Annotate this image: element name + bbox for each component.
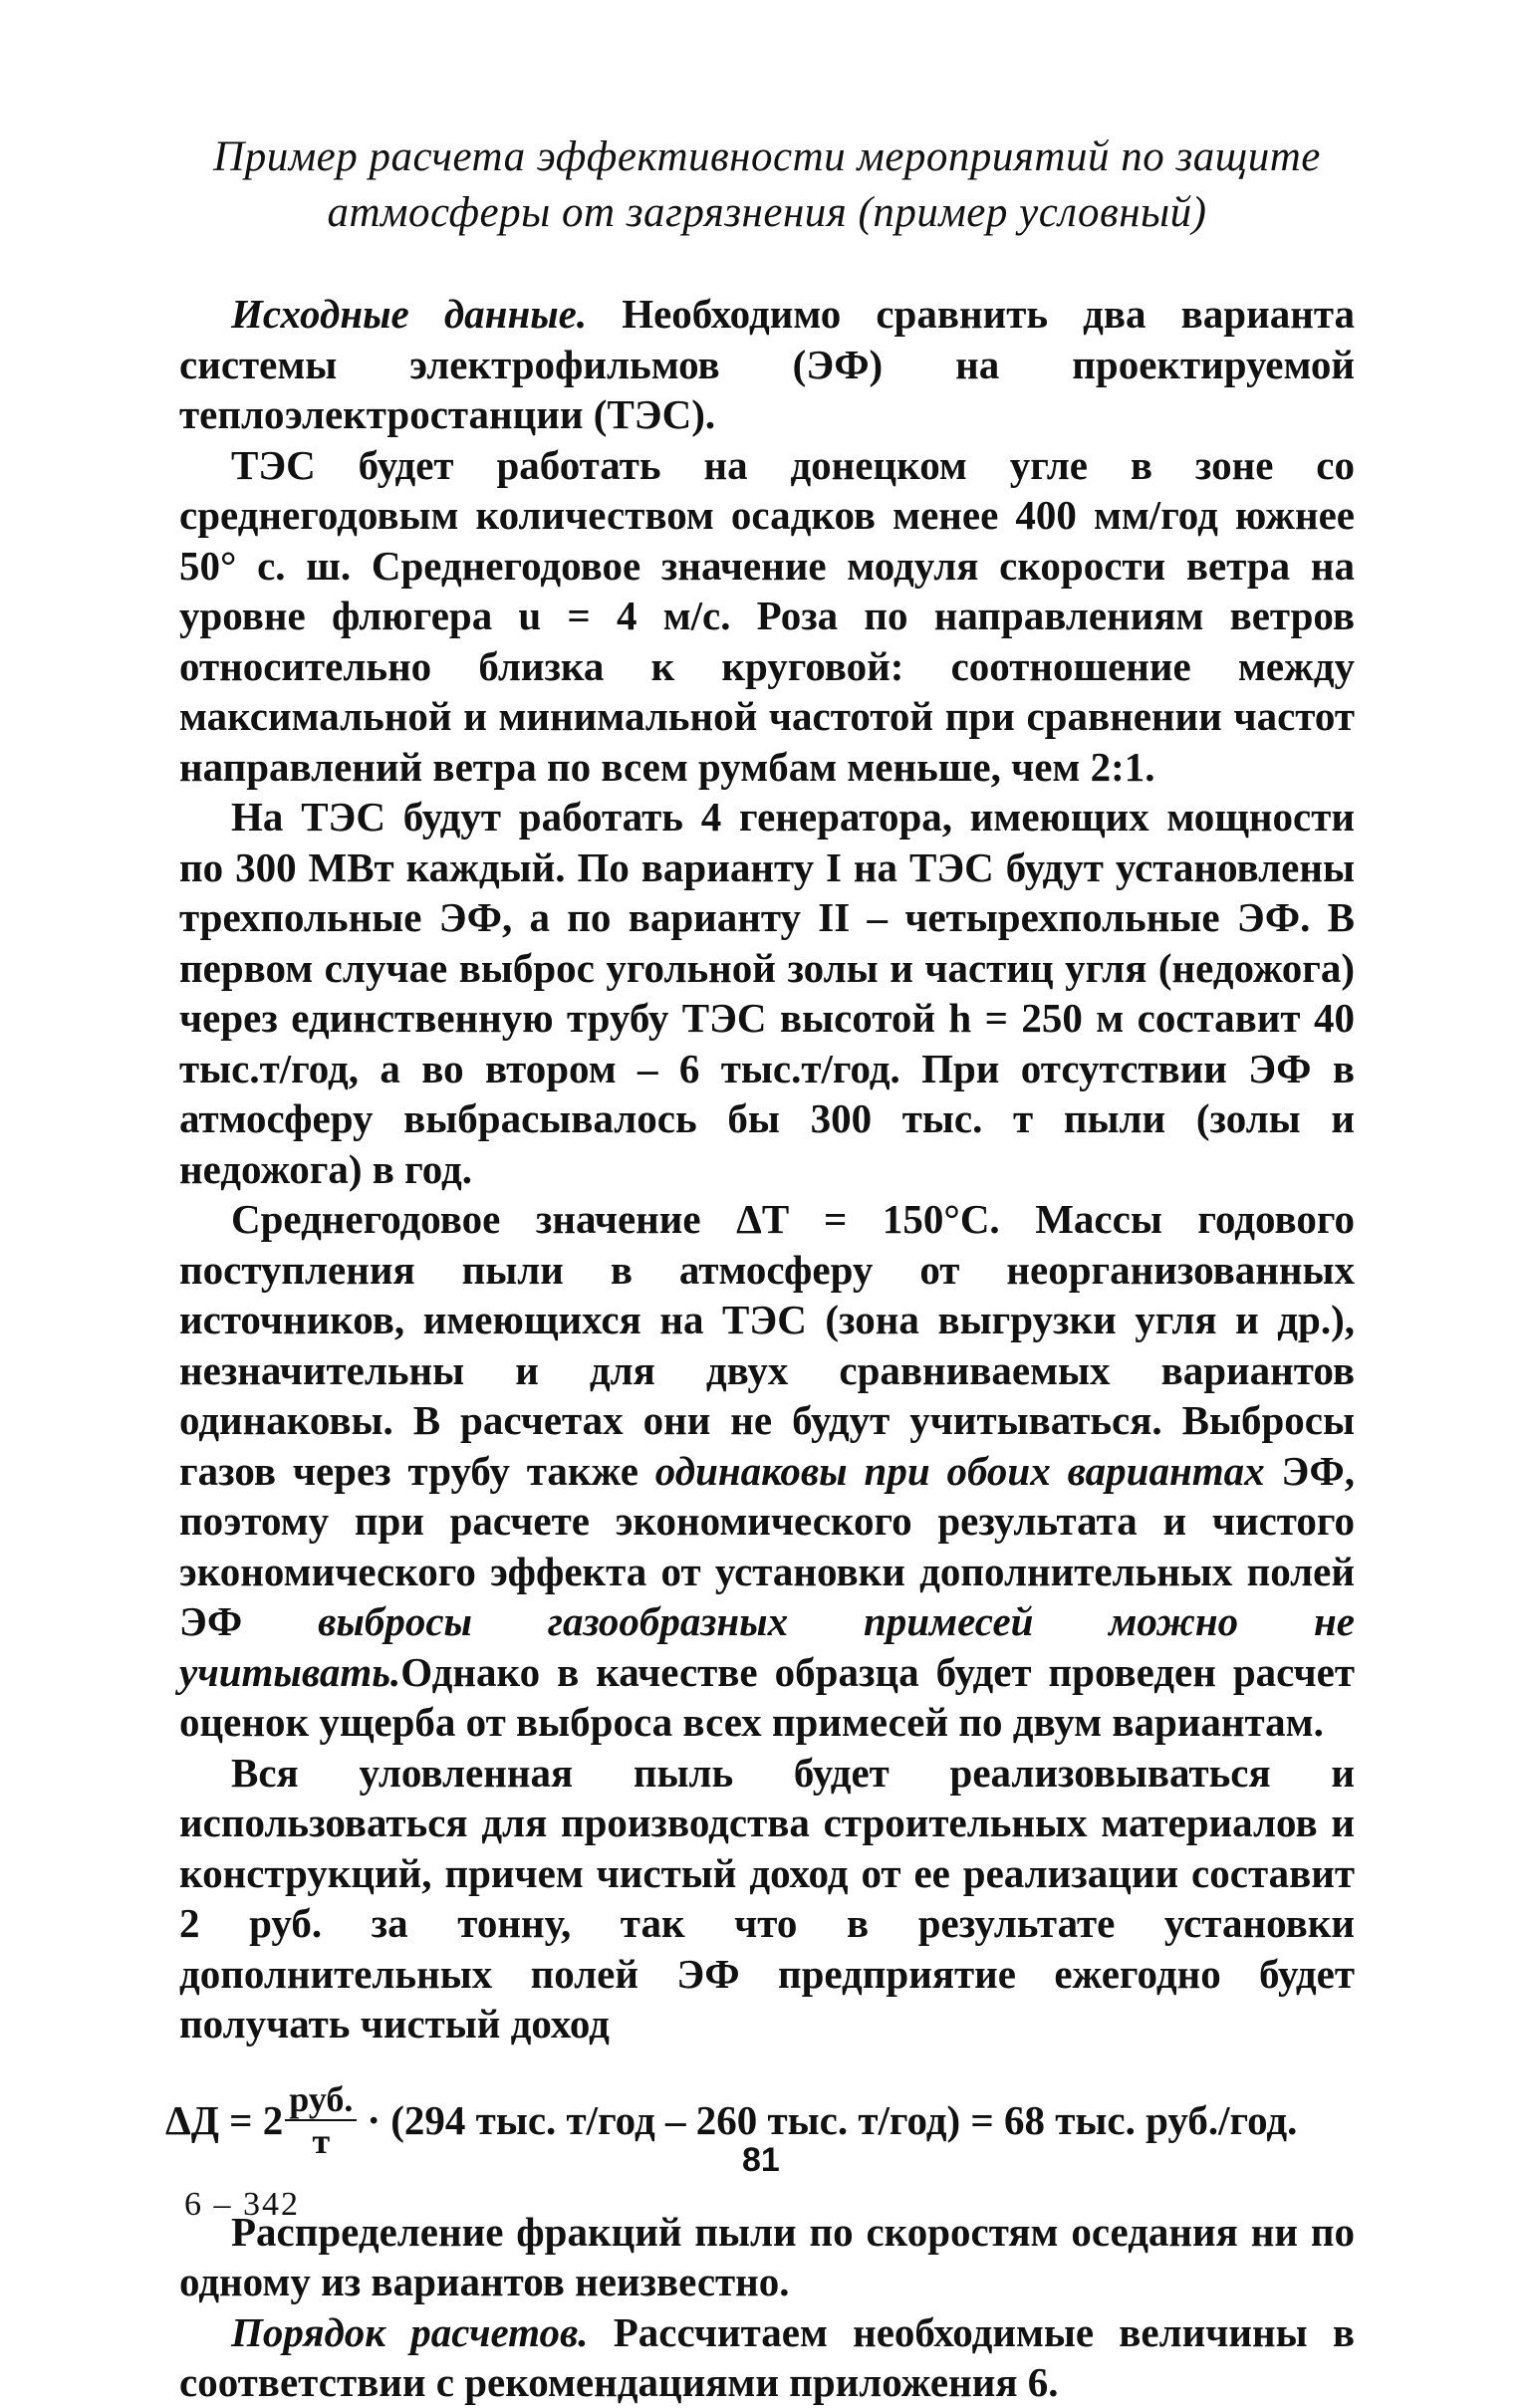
initial-data-text: Необходимо сравнить два варианта системы электрофильмов (ЭФ) на проектируемой теплоэлектростанции (ТЭС).	[179, 291, 1355, 437]
emissions-text-b: одинаковы при обоих вариантах	[654, 1447, 1265, 1494]
paragraph-initial-data	[179, 289, 1355, 440]
heading-line-2: атмосферы от загрязнения (пример условный)	[327, 189, 1207, 236]
emissions-text-e: Однако в качестве образца будет проведен расчет оценок ущерба от выброса всех примесей по двум вариантам.	[179, 1648, 1355, 1745]
initial-data-label: Исходные данные.	[231, 291, 588, 337]
formula-denominator: т	[312, 2120, 331, 2161]
formula-rhs: · (294 тыс. т/год – 260 тыс. т/год) = 68 тыс. руб./год.	[367, 2096, 1298, 2143]
paragraph-procedure	[179, 2307, 1355, 2408]
formula-fraction	[285, 2079, 357, 2161]
page-body	[165, 129, 1355, 2408]
paragraph-captured-dust: Вся уловленная пыль будет реализовываться и использоваться для производства строительных материалов и конструкций, причем чистый доход от ее реализации составит 2 руб. за тонну, так что в результате установки дополнительных полей ЭФ предприятие ежегодно будет получать чистый доход	[179, 1749, 1355, 2047]
formula-lhs: ΔД = 2	[165, 2096, 284, 2143]
page-number: 81	[742, 2141, 780, 2179]
procedure-text: Рассчитаем необходимые величины в соответствии с рекомендациями приложения 6.	[179, 2308, 1355, 2405]
emissions-text-a: Среднегодовое значение ΔT = 150°C. Массы годового поступления пыли в атмосферу от неорганизованных источников, имеющихся на ТЭС (зона выгрузки угля и др.), незначительны и для двух сравниваемых вариантов одинаковы. В расчетах они не будут учитываться. Выбросы газов через трубу также	[179, 1196, 1355, 1494]
section-heading	[179, 129, 1355, 241]
paragraph-site-conditions: ТЭС будет работать на донецком угле в зоне со среднегодовым количеством осадков менее 400 мм/год южнее 50° с. ш. Среднегодовое значение модуля скорости ветра на уровне флюгера u = 4 м/с. Роза по направлениям ветров относительно близка к круговой: соотношение между максимальной и минимальной частотой при сравнении частот направлений ветра по всем румбам меньше, чем 2:1.	[179, 441, 1355, 790]
emissions-text-c: ЭФ, поэтому при расчете экономического результата и чистого экономического эффекта от установки дополнительных полей ЭФ	[179, 1447, 1355, 1644]
heading-line-1: Пример расчета эффективности мероприятий по защите	[213, 133, 1321, 180]
paragraph-fractions: Распределение фракций пыли по скоростям оседания ни по одному из вариантов неизвестно.	[179, 2208, 1355, 2304]
formula-numerator: руб.	[285, 2079, 357, 2121]
paragraph-generators: На ТЭС будут работать 4 генератора, имеющих мощности по 300 МВт каждый. По варианту I на ТЭС будут установлены трехпольные ЭФ, а по варианту II – четырехпольные ЭФ. В первом случае выброс угольной золы и частиц угля (недожога) через единственную трубу ТЭС высотой h = 250 м составит 40 тыс.т/год, а во втором – 6 тыс.т/год. При отсутствии ЭФ в атмосферу выбрасывалось бы 300 тыс. т пыли (золы и недожога) в год.	[179, 794, 1355, 1192]
paragraph-emissions	[179, 1194, 1355, 1748]
emissions-text-d: выбросы газообразных примесей можно не учитывать.	[179, 1598, 1355, 1695]
sheet-signature-mark: 6 – 342	[184, 2186, 300, 2223]
procedure-label: Порядок расчетов.	[231, 2308, 589, 2355]
